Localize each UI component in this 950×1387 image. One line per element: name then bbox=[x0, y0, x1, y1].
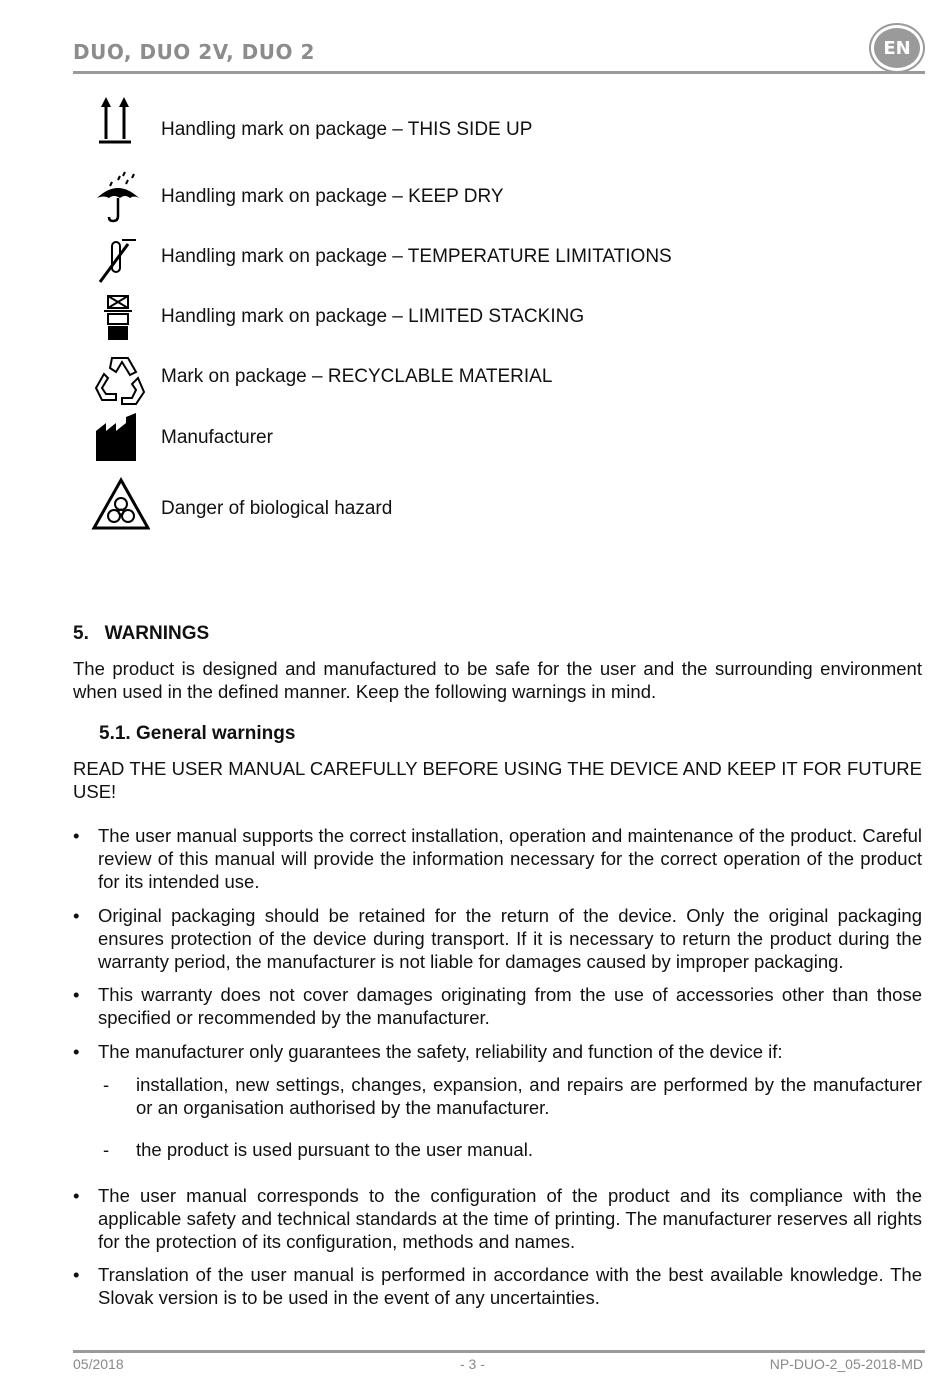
list-item-text: Translation of the user manual is performed in accordance with the best available knowledge. The Slovak version is to be used in the event of any uncertainties. bbox=[98, 1264, 922, 1308]
document-id: NP-DUO-2_05-2018-MD bbox=[769, 1356, 923, 1372]
list-item-text: This warranty does not cover damages originating from the use of accessories other than those specified or recommended by the manufacturer. bbox=[98, 984, 922, 1028]
manufacturer-icon bbox=[90, 409, 150, 469]
bullet-mark: • bbox=[73, 905, 80, 926]
symbol-row-recyclable bbox=[90, 348, 920, 408]
symbol-row-limited-stacking bbox=[90, 290, 920, 350]
bullet-mark: • bbox=[73, 1185, 80, 1206]
sub-list-item bbox=[103, 1138, 922, 1161]
list-item-text: Original packaging should be retained for the return of the device. Only the original packaging ensures protection of the device during transport. If it is necessary to return the product during the warranty period, the manufacturer is not liable for damages caused by improper packaging. bbox=[98, 905, 922, 972]
symbol-label: Manufacturer bbox=[161, 427, 273, 448]
bullet-mark: • bbox=[73, 825, 80, 846]
list-item bbox=[73, 1263, 922, 1309]
page-number: - 3 - bbox=[460, 1356, 485, 1372]
dash-mark: - bbox=[103, 1074, 110, 1095]
language-badge: EN bbox=[871, 25, 923, 71]
subsection-heading: 5.1. General warnings bbox=[99, 723, 296, 744]
header-divider bbox=[73, 71, 925, 74]
biohazard-icon bbox=[90, 476, 150, 536]
symbol-row-keep-dry bbox=[90, 168, 920, 228]
list-item-text: The user manual supports the correct installation, operation and maintenance of the product. Careful review of this manual will provide the information necessary for the correct operation of the product for its intended use. bbox=[98, 825, 922, 892]
list-item bbox=[73, 983, 922, 1029]
document-title: DUO, DUO 2V, DUO 2 bbox=[73, 40, 315, 64]
symbol-row-temperature bbox=[90, 228, 920, 288]
caps-notice: READ THE USER MANUAL CAREFULLY BEFORE USING THE DEVICE AND KEEP IT FOR FUTURE USE! bbox=[73, 758, 922, 802]
list-item bbox=[73, 824, 922, 893]
this-side-up-icon bbox=[90, 95, 150, 155]
limited-stacking-icon bbox=[90, 290, 150, 350]
footer-date: 05/2018 bbox=[73, 1356, 124, 1372]
bullet-mark: • bbox=[73, 1041, 80, 1062]
section-heading: 5. WARNINGS bbox=[73, 623, 210, 644]
symbol-label: Handling mark on package – TEMPERATURE LIMITATIONS bbox=[161, 246, 672, 267]
list-item bbox=[73, 904, 922, 973]
list-item-text: The user manual corresponds to the configuration of the product and its compliance with the applicable safety and technical standards at the time of printing. The manufacturer reserves all rights for the protection of its configuration, methods and names. bbox=[98, 1185, 922, 1252]
bullet-mark: • bbox=[73, 984, 80, 1005]
symbol-label: Mark on package – RECYCLABLE MATERIAL bbox=[161, 366, 553, 387]
symbol-row-biohazard bbox=[90, 476, 920, 536]
symbol-label: Handling mark on package – KEEP DRY bbox=[161, 186, 504, 207]
temperature-limit-icon bbox=[90, 228, 150, 288]
symbol-label: Danger of biological hazard bbox=[161, 498, 393, 519]
symbol-label: Handling mark on package – THIS SIDE UP bbox=[161, 119, 533, 140]
sub-list-item-text: installation, new settings, changes, expansion, and repairs are performed by the manufacturer or an organisation authorised by the manufacturer. bbox=[136, 1074, 922, 1118]
list-item bbox=[73, 1040, 922, 1063]
sub-list-item bbox=[103, 1073, 922, 1119]
bullet-mark: • bbox=[73, 1264, 80, 1285]
symbol-row-this-side-up bbox=[90, 95, 920, 155]
section-intro: The product is designed and manufactured to be safe for the user and the surrounding environment when used in the defined manner. Keep the following warnings in mind. bbox=[73, 658, 922, 702]
symbol-row-manufacturer bbox=[90, 409, 920, 469]
sub-list-item-text: the product is used pursuant to the user manual. bbox=[136, 1139, 533, 1160]
keep-dry-icon bbox=[90, 168, 150, 228]
list-item-text: The manufacturer only guarantees the safety, reliability and function of the device if: bbox=[98, 1041, 783, 1062]
list-item bbox=[73, 1184, 922, 1253]
dash-mark: - bbox=[103, 1139, 110, 1160]
recycle-icon bbox=[90, 348, 150, 408]
symbol-label: Handling mark on package – LIMITED STACKING bbox=[161, 306, 585, 327]
footer-divider bbox=[73, 1350, 925, 1353]
